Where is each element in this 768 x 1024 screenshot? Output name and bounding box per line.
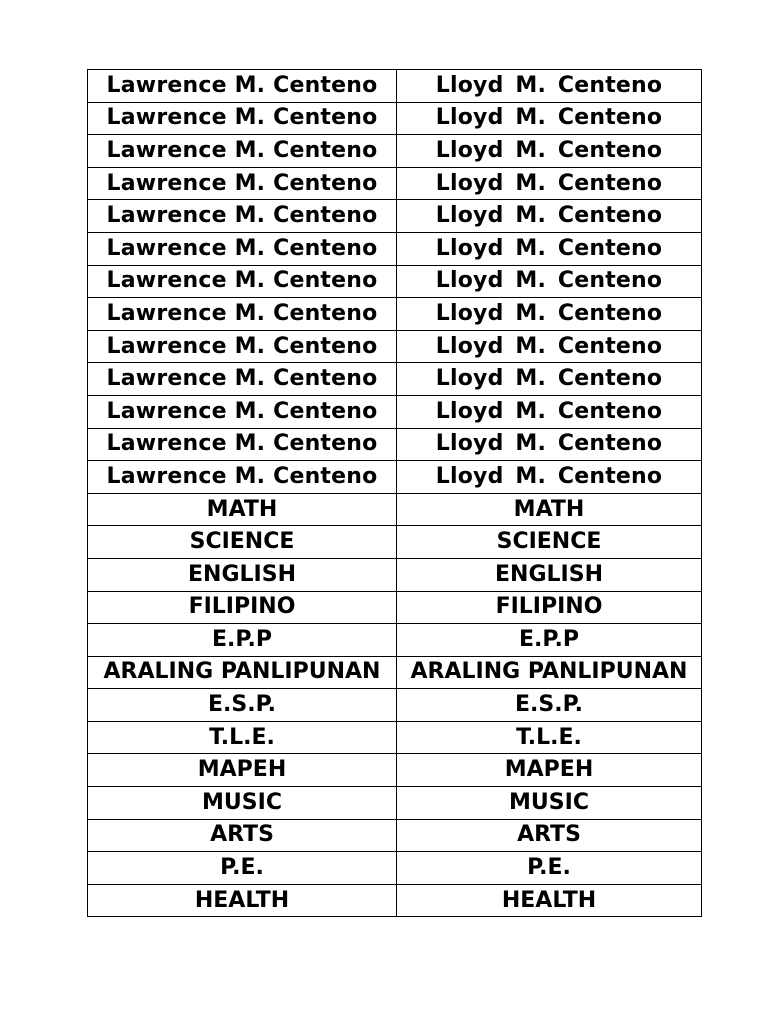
name-cell-left: Lawrence M. Centeno: [88, 298, 397, 331]
name-cell-left: Lawrence M. Centeno: [88, 330, 397, 363]
table-row: [88, 493, 702, 526]
table-row: [88, 102, 702, 135]
name-cell-left: Lawrence M. Centeno: [88, 265, 397, 298]
name-cell-right: Lloyd M. Centeno: [397, 298, 702, 331]
table-row: [88, 232, 702, 265]
table-row: [88, 265, 702, 298]
table-row: [88, 167, 702, 200]
name-cell-right: Lloyd M. Centeno: [397, 265, 702, 298]
subject-cell-left: ENGLISH: [88, 558, 397, 591]
name-cell-right: Lloyd M. Centeno: [397, 232, 702, 265]
subject-cell-left: SCIENCE: [88, 526, 397, 559]
subject-cell-left: ARTS: [88, 819, 397, 852]
table-row: [88, 395, 702, 428]
name-cell-right: Lloyd M. Centeno: [397, 428, 702, 461]
name-cell-left: Lawrence M. Centeno: [88, 70, 397, 103]
name-cell-left: Lawrence M. Centeno: [88, 428, 397, 461]
subject-cell-left: FILIPINO: [88, 591, 397, 624]
subject-cell-left: E.S.P.: [88, 689, 397, 722]
subject-cell-left: E.P.P: [88, 624, 397, 657]
subject-cell-left: MAPEH: [88, 754, 397, 787]
subject-cell-right: FILIPINO: [397, 591, 702, 624]
subject-cell-right: HEALTH: [397, 884, 702, 917]
table-row: [88, 591, 702, 624]
table-row: [88, 298, 702, 331]
subject-cell-right: T.L.E.: [397, 721, 702, 754]
table-row: [88, 461, 702, 494]
name-cell-left: Lawrence M. Centeno: [88, 461, 397, 494]
table-row: [88, 200, 702, 233]
table-row: [88, 754, 702, 787]
subject-cell-left: P.E.: [88, 852, 397, 885]
table-row: [88, 363, 702, 396]
name-cell-right: Lloyd M. Centeno: [397, 167, 702, 200]
name-cell-right: Lloyd M. Centeno: [397, 461, 702, 494]
name-cell-left: Lawrence M. Centeno: [88, 135, 397, 168]
name-cell-right: Lloyd M. Centeno: [397, 395, 702, 428]
name-cell-left: Lawrence M. Centeno: [88, 102, 397, 135]
name-cell-right: Lloyd M. Centeno: [397, 102, 702, 135]
subject-cell-right: P.E.: [397, 852, 702, 885]
name-cell-left: Lawrence M. Centeno: [88, 363, 397, 396]
subject-cell-left: MUSIC: [88, 787, 397, 820]
table-row: [88, 135, 702, 168]
subject-cell-right: E.S.P.: [397, 689, 702, 722]
table-row: [88, 656, 702, 689]
name-cell-left: Lawrence M. Centeno: [88, 167, 397, 200]
table-row: [88, 689, 702, 722]
subject-cell-right: E.P.P: [397, 624, 702, 657]
table-row: [88, 428, 702, 461]
table-row: [88, 852, 702, 885]
table-row: [88, 819, 702, 852]
subject-cell-right: SCIENCE: [397, 526, 702, 559]
subject-cell-left: ARALING PANLIPUNAN: [88, 656, 397, 689]
table-row: [88, 330, 702, 363]
table-row: [88, 526, 702, 559]
subject-cell-right: ARTS: [397, 819, 702, 852]
name-cell-right: Lloyd M. Centeno: [397, 330, 702, 363]
table-row: [88, 884, 702, 917]
subject-cell-left: MATH: [88, 493, 397, 526]
name-cell-right: Lloyd M. Centeno: [397, 70, 702, 103]
name-cell-right: Lloyd M. Centeno: [397, 200, 702, 233]
subject-cell-right: MATH: [397, 493, 702, 526]
subject-cell-left: T.L.E.: [88, 721, 397, 754]
table-row: [88, 624, 702, 657]
table-row: [88, 721, 702, 754]
label-table: [87, 69, 702, 917]
name-cell-left: Lawrence M. Centeno: [88, 232, 397, 265]
subject-cell-right: MAPEH: [397, 754, 702, 787]
table-row: [88, 787, 702, 820]
table-row: [88, 70, 702, 103]
subject-cell-right: MUSIC: [397, 787, 702, 820]
table-row: [88, 558, 702, 591]
name-cell-right: Lloyd M. Centeno: [397, 135, 702, 168]
name-cell-left: Lawrence M. Centeno: [88, 200, 397, 233]
name-cell-right: Lloyd M. Centeno: [397, 363, 702, 396]
table-body: [88, 70, 702, 917]
subject-cell-left: HEALTH: [88, 884, 397, 917]
subject-cell-right: ARALING PANLIPUNAN: [397, 656, 702, 689]
subject-cell-right: ENGLISH: [397, 558, 702, 591]
name-cell-left: Lawrence M. Centeno: [88, 395, 397, 428]
